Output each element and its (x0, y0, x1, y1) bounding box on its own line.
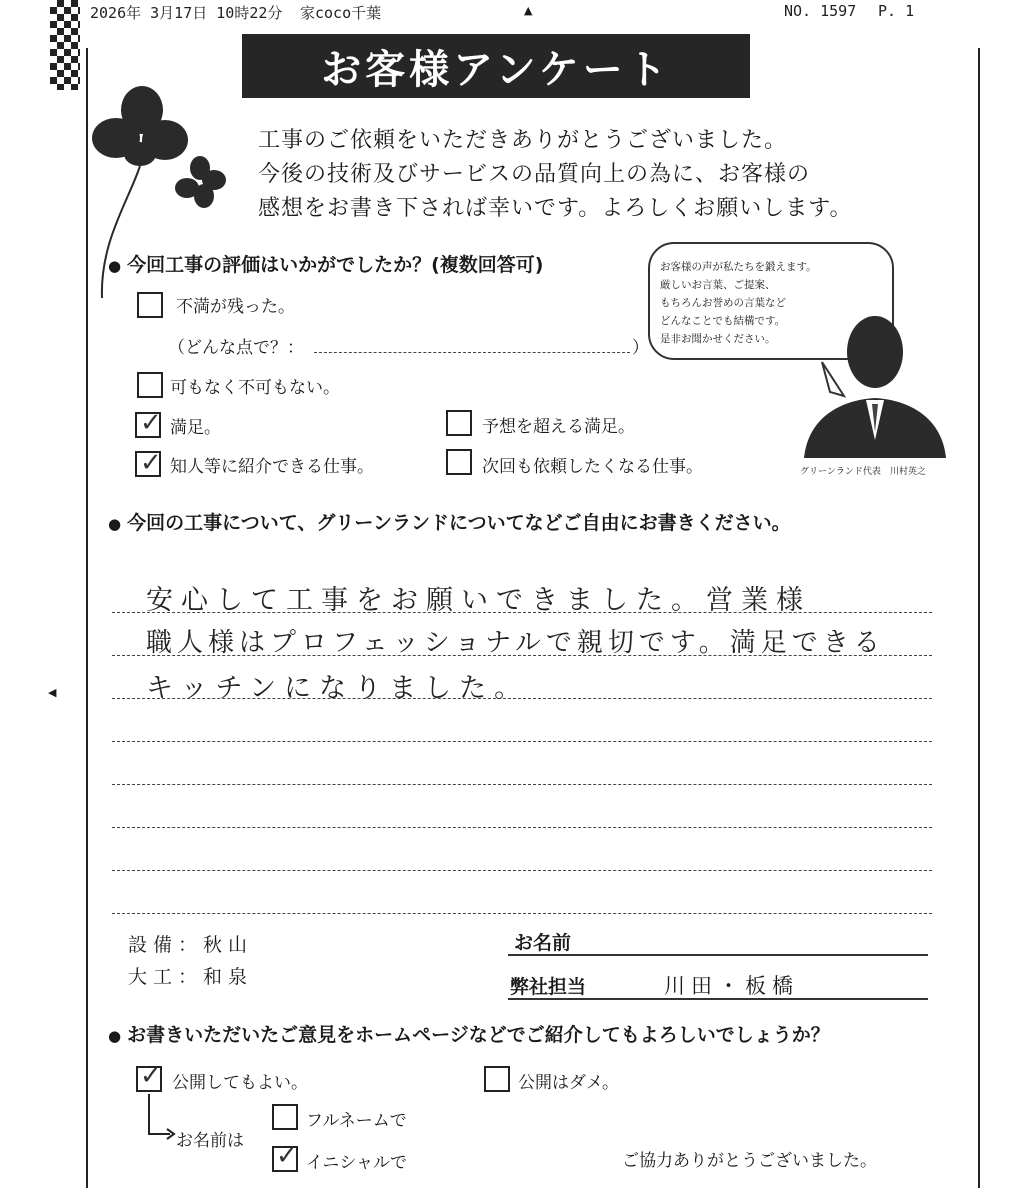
checker-pattern (50, 0, 80, 90)
detail-close: ） (632, 338, 649, 358)
dissatisfied-checkbox[interactable] (137, 292, 163, 318)
satisfied-label: 満足。 (170, 418, 221, 438)
dissatisfied-label: 不満が残った。 (176, 297, 295, 317)
page-title: お客様アンケート (242, 34, 750, 98)
representative-value: 川田・板橋 (664, 974, 799, 998)
fax-number: NO. 1597 (784, 2, 857, 20)
writing-line (112, 913, 932, 914)
evaluation-question: ● 今回工事の評価はいかがでしたか？(複数回答可) (108, 250, 543, 277)
detail-input-line[interactable] (314, 352, 630, 353)
intro-text (258, 124, 852, 226)
check-mark-icon: ✓ (140, 448, 162, 478)
representative-portrait (800, 300, 950, 460)
handwritten-comment-line: キッチンになりました。 (146, 673, 530, 704)
request-again-checkbox[interactable] (446, 449, 472, 475)
bubble-line: どんなことでも結構です。 (660, 315, 786, 327)
carpenter-staff-note: 大工：和泉 (128, 966, 254, 988)
beyond-expectation-checkbox[interactable] (446, 410, 472, 436)
writing-line (112, 870, 932, 871)
check-mark-icon: ✓ (140, 408, 162, 438)
portrait-caption: グリーンランド代表 川村英之 (800, 467, 926, 477)
intro-line: 今後の技術及びサービスの品質向上の為に、お客様の (258, 162, 811, 187)
representative-label: 弊社担当 (510, 976, 587, 998)
intro-line: 感想をお書き下されば幸いです。よろしくお願いします。 (258, 196, 853, 221)
initials-label: イニシャルで (306, 1153, 407, 1173)
publish-question: ● お書きいただいたご意見をホームページなどでご紹介してもよろしいでしょうか？ (108, 1020, 830, 1047)
comment-question: ● 今回の工事について、グリーンランドについてなどご自由にお書きください。 (108, 508, 791, 535)
neutral-label: 可もなく不可もない。 (170, 378, 340, 398)
intro-line: 工事のご依頼をいただきありがとうございました。 (258, 128, 788, 153)
fax-page: P. 1 (878, 2, 915, 20)
arrow-icon (140, 1094, 180, 1142)
handwritten-comment-line: 職人様はプロフェッショナルで親切です。満足できる (146, 628, 885, 658)
writing-line (112, 827, 932, 828)
thanks-text: ご協力ありがとうございました。 (622, 1151, 877, 1171)
recommend-label: 知人等に紹介できる仕事。 (170, 457, 374, 477)
bubble-line: 是非お聞かせください。 (660, 333, 776, 345)
publish-ok-label: 公開してもよい。 (172, 1073, 308, 1093)
handwritten-comment-line: 安心して工事をお願いできました。営業様 (146, 585, 811, 616)
fax-sender: 家coco千葉 (300, 4, 382, 22)
writing-line (112, 784, 932, 785)
bubble-line: 厳しいお言葉、ご提案、 (660, 279, 776, 291)
customer-name-underline (508, 954, 928, 956)
fullname-checkbox[interactable] (272, 1104, 298, 1130)
publish-ng-checkbox[interactable] (484, 1066, 510, 1092)
fax-datetime: 2026年 3月17日 10時22分 (90, 4, 283, 22)
beyond-expectation-label: 予想を超える満足。 (482, 417, 635, 437)
representative-underline (508, 998, 928, 1000)
check-mark-icon: ✓ (276, 1141, 298, 1171)
fullname-label: フルネームで (306, 1111, 407, 1131)
fax-side-marker-icon: ◀ (48, 686, 57, 699)
equipment-staff-note: 設備：秋山 (128, 934, 254, 956)
publish-ng-label: 公開はダメ。 (518, 1073, 619, 1093)
fax-marker-icon: ▲ (524, 4, 533, 17)
writing-line (112, 741, 932, 742)
customer-name-label: お名前 (514, 932, 572, 954)
check-mark-icon: ✓ (140, 1061, 162, 1091)
name-format-prefix: お名前は (176, 1131, 244, 1151)
detail-prompt: （どんな点で？： (168, 338, 304, 358)
bubble-line: もちろんお誉めの言葉など (660, 297, 786, 309)
bubble-line: お客様の声が私たちを鍛えます。 (660, 261, 817, 273)
request-again-label: 次回も依頼したくなる仕事。 (482, 457, 703, 477)
neutral-checkbox[interactable] (137, 372, 163, 398)
